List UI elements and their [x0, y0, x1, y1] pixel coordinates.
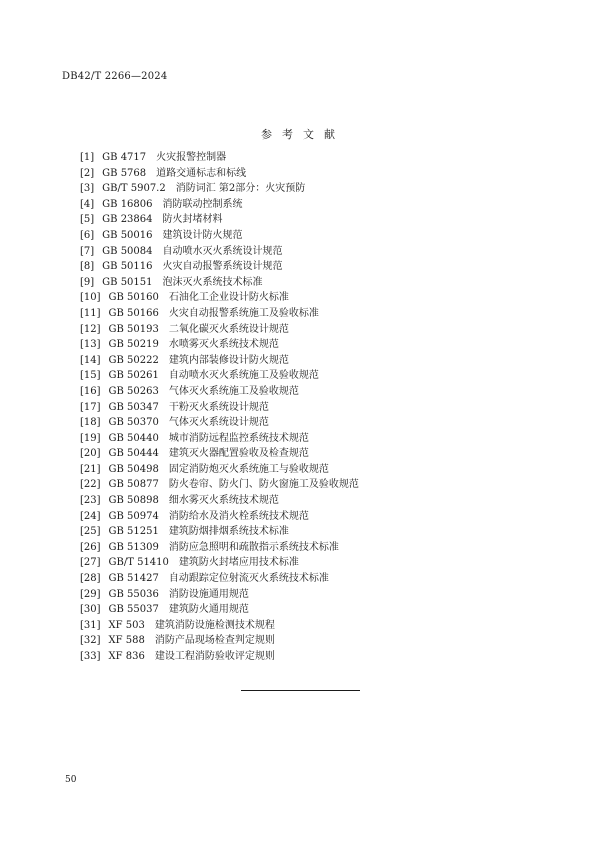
reference-code: GB 50193	[108, 323, 159, 335]
reference-item	[80, 353, 359, 369]
reference-item	[80, 337, 359, 353]
reference-item	[80, 477, 359, 493]
reference-title: 二氧化碳灭火系统设计规范	[168, 323, 289, 335]
reference-item	[80, 462, 359, 478]
reference-number: [11]	[80, 307, 101, 319]
reference-item	[80, 431, 359, 447]
reference-code: GB 50261	[108, 370, 159, 382]
reference-item	[80, 384, 359, 400]
reference-code: GB 50263	[108, 385, 159, 397]
reference-number: [2]	[80, 167, 95, 179]
reference-title: 石油化工企业设计防火标准	[168, 292, 289, 304]
reference-item	[80, 150, 359, 166]
reference-title: 干粉灭火系统设计规范	[168, 401, 269, 413]
reference-number: [29]	[80, 588, 101, 600]
reference-item	[80, 166, 359, 182]
reference-list	[80, 150, 359, 665]
reference-number: [5]	[80, 214, 95, 226]
reference-code: XF 503	[108, 619, 145, 631]
reference-title: 消防词汇 第2部分：火灾预防	[175, 183, 306, 195]
reference-number: [20]	[80, 448, 101, 460]
reference-item	[80, 181, 359, 197]
reference-title: 建筑防烟排烟系统技术标准	[168, 526, 289, 538]
reference-title: 火灾自动报警系统施工及验收标准	[168, 307, 319, 319]
reference-item	[80, 400, 359, 416]
reference-title: 建筑防火封堵应用技术标准	[178, 557, 299, 569]
reference-item	[80, 244, 359, 260]
reference-item	[80, 649, 359, 665]
reference-number: [1]	[80, 152, 95, 163]
reference-title: 火灾报警控制器	[156, 152, 227, 163]
reference-item	[80, 197, 359, 213]
reference-item	[80, 212, 359, 228]
reference-number: [16]	[80, 385, 101, 397]
reference-item	[80, 618, 359, 634]
reference-code: GB 50016	[102, 229, 153, 241]
reference-number: [8]	[80, 261, 95, 273]
reference-code: GB 50347	[108, 401, 159, 413]
reference-number: [9]	[80, 276, 95, 288]
reference-code: GB 51309	[108, 541, 159, 553]
reference-item	[80, 446, 359, 462]
reference-code: GB 50444	[108, 448, 159, 460]
reference-title: 水喷雾灭火系统技术规范	[168, 339, 279, 351]
reference-number: [4]	[80, 198, 95, 210]
reference-item	[80, 415, 359, 431]
reference-number: [17]	[80, 401, 101, 413]
reference-title: 建筑设计防火规范	[162, 229, 243, 241]
reference-title: 火灾自动报警系统设计规范	[162, 261, 283, 273]
reference-code: GB 50219	[108, 339, 159, 351]
page-number: 50	[65, 775, 77, 785]
reference-code: GB 50498	[108, 463, 159, 475]
reference-item	[80, 587, 359, 603]
reference-number: [33]	[80, 651, 101, 662]
reference-number: [3]	[80, 183, 95, 195]
reference-item	[80, 633, 359, 649]
reference-code: GB 50440	[108, 432, 159, 444]
reference-item	[80, 259, 359, 275]
reference-title: 道路交通标志和标线	[156, 167, 247, 179]
reference-number: [12]	[80, 323, 101, 335]
reference-number: [18]	[80, 417, 101, 429]
reference-number: [7]	[80, 245, 95, 257]
reference-number: [19]	[80, 432, 101, 444]
reference-title: 自动喷水灭火系统设计规范	[162, 245, 283, 257]
reference-title: 消防设施通用规范	[168, 588, 249, 600]
reference-code: XF 588	[108, 635, 145, 647]
reference-number: [14]	[80, 354, 101, 366]
reference-number: [13]	[80, 339, 101, 351]
reference-code: GB 50166	[108, 307, 159, 319]
reference-item	[80, 602, 359, 618]
reference-title: 建设工程消防验收评定规则	[154, 651, 275, 662]
reference-title: 防火封堵材料	[162, 214, 223, 226]
reference-title: 消防产品现场检查判定规则	[154, 635, 275, 647]
reference-item	[80, 509, 359, 525]
reference-code: GB 50116	[102, 261, 153, 273]
reference-number: [10]	[80, 292, 101, 304]
reference-code: GB/T 51410	[108, 557, 169, 569]
document-id: DB42/T 2266—2024	[62, 71, 168, 82]
reference-title: 防火卷帘、防火门、防火窗施工及验收规范	[168, 479, 359, 491]
reference-code: GB 50160	[108, 292, 159, 304]
reference-code: GB 5768	[102, 167, 147, 179]
reference-item	[80, 290, 359, 306]
reference-item	[80, 571, 359, 587]
reference-title: 气体灭火系统施工及验收规范	[168, 385, 299, 397]
reference-title: 消防给水及消火栓系统技术规范	[168, 510, 309, 522]
reference-item	[80, 322, 359, 338]
reference-code: GB 55036	[108, 588, 159, 600]
reference-title: 泡沫灭火系统技术标准	[162, 276, 263, 288]
reference-number: [6]	[80, 229, 95, 241]
reference-code: GB 50974	[108, 510, 159, 522]
reference-code: GB 4717	[102, 152, 147, 163]
reference-code: GB 16806	[102, 198, 153, 210]
reference-number: [23]	[80, 495, 101, 507]
reference-code: GB 51251	[108, 526, 159, 538]
reference-item	[80, 524, 359, 540]
reference-code: GB 50084	[102, 245, 153, 257]
reference-code: GB 50222	[108, 354, 159, 366]
reference-number: [28]	[80, 573, 101, 585]
end-divider	[241, 690, 360, 691]
reference-number: [31]	[80, 619, 101, 631]
reference-title: 建筑灭火器配置验收及检查规范	[168, 448, 309, 460]
reference-code: GB 50151	[102, 276, 153, 288]
reference-number: [32]	[80, 635, 101, 647]
reference-code: GB 51427	[108, 573, 159, 585]
reference-title: 消防联动控制系统	[162, 198, 243, 210]
reference-code: GB/T 5907.2	[102, 183, 166, 195]
reference-number: [30]	[80, 604, 101, 616]
reference-code: GB 55037	[108, 604, 159, 616]
reference-number: [26]	[80, 541, 101, 553]
reference-item	[80, 540, 359, 556]
reference-title: 建筑消防设施检测技术规程	[154, 619, 275, 631]
reference-title: 建筑内部装修设计防火规范	[168, 354, 289, 366]
reference-item	[80, 555, 359, 571]
reference-title: 细水雾灭火系统技术规范	[168, 495, 279, 507]
reference-item	[80, 228, 359, 244]
reference-title: 自动跟踪定位射流灭火系统技术标准	[168, 573, 329, 585]
reference-code: GB 50898	[108, 495, 159, 507]
reference-item	[80, 306, 359, 322]
reference-item	[80, 368, 359, 384]
reference-number: [21]	[80, 463, 101, 475]
reference-title: 自动喷水灭火系统施工及验收规范	[168, 370, 319, 382]
reference-title: 消防应急照明和疏散指示系统技术标准	[168, 541, 339, 553]
reference-title: 固定消防炮灭火系统施工与验收规范	[168, 463, 329, 475]
reference-code: GB 50370	[108, 417, 159, 429]
reference-number: [27]	[80, 557, 101, 569]
reference-title: 城市消防远程监控系统技术规范	[168, 432, 309, 444]
reference-title: 气体灭火系统设计规范	[168, 417, 269, 429]
reference-number: [15]	[80, 370, 101, 382]
reference-code: XF 836	[108, 651, 145, 662]
reference-number: [25]	[80, 526, 101, 538]
reference-number: [24]	[80, 510, 101, 522]
reference-code: GB 23864	[102, 214, 153, 226]
reference-code: GB 50877	[108, 479, 159, 491]
reference-item	[80, 493, 359, 509]
section-title: 参考文献	[261, 128, 345, 141]
reference-number: [22]	[80, 479, 101, 491]
reference-item	[80, 275, 359, 291]
reference-title: 建筑防火通用规范	[168, 604, 249, 616]
